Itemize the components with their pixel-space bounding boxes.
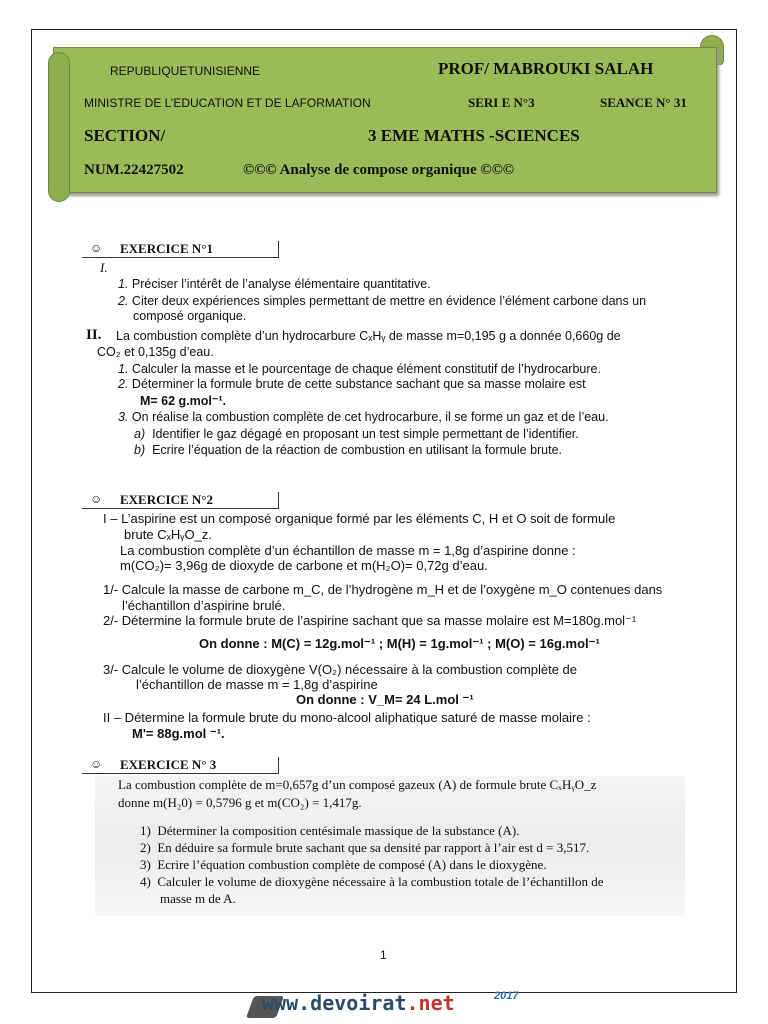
ex2-q1-cont: l’échantillon d’aspirine brulé.	[122, 598, 286, 613]
ex1-q2: 2. Citer deux expériences simples permettant de mettre en évidence l’élément carbone dans un	[118, 294, 647, 308]
ex3-intro: La combustion complète de m=0,657g d’un composé gazeux (A) de formule brute CₓHᵧO_z	[118, 777, 597, 792]
smiley-icon: ☺	[90, 492, 103, 506]
ex1-s3b: b) Ecrire l’équation de la réaction de combustion en utilisant la formule brute.	[134, 443, 563, 457]
ex1-s3a: a) Identifier le gaz dégagé en proposant un test simple permettant de l’identifier.	[134, 427, 579, 441]
ex2-given-masses: On donne : M(C) = 12g.mol⁻¹ ; M(H) = 1g.mol⁻¹ ; M(O) = 16g.mol⁻¹	[199, 636, 600, 651]
serie-label: SERI E N°3	[468, 95, 535, 110]
ex3-q4-cont: masse m de A.	[160, 891, 236, 906]
ex2-i-combustion: La combustion complète d’un échantillon de masse m = 1,8g d’aspirine donne :	[120, 543, 576, 558]
ex2-i-intro: I – L’aspirine est un composé organique formé par les éléments C, H et O soit de formule	[103, 511, 616, 526]
ex1-q1: 1. Préciser l’intérêt de l’analyse élémentaire quantitative.	[118, 277, 431, 291]
ex2-q2: 2/- Détermine la formule brute de l’aspirine sachant que sa masse molaire est M=180g.mol⁻¹	[103, 613, 637, 628]
smiley-icon: ☺	[90, 757, 103, 771]
smiley-icon: ☺	[90, 241, 103, 255]
republic-label: REPUBLIQUETUNISIENNE	[110, 64, 261, 78]
num-label: NUM.22427502	[84, 162, 184, 178]
level-label: 3 EME MATHS -SCIENCES	[368, 126, 580, 145]
ex2-q3-cont: l’échantillon de masse m = 1,8g d’aspirine	[136, 677, 378, 692]
ex1-intro-cont: CO₂ et 0,135g d’eau.	[97, 345, 214, 359]
ex1-s1: 1. Calculer la masse et le pourcentage de chaque élément constitutif de l’hydrocarbure.	[118, 362, 601, 376]
ministry-label: MINISTRE DE L’EDUCATION ET DE LAFORMATION	[84, 96, 371, 110]
exercise-3-title: ☺ EXERCICE N° 3	[82, 757, 279, 774]
ex2-ii-cont: M'= 88g.mol ⁻¹.	[132, 726, 225, 741]
site-logo[interactable]: www.devoirat.net	[262, 991, 455, 1015]
ex1-q2-cont: composé organique.	[133, 309, 247, 323]
ex3-intro-cont: donne m(H₂0) = 0,5796 g et m(CO₂) = 1,417g.	[118, 795, 362, 810]
ex1-intro: La combustion complète d’un hydrocarbure CₓHᵧ de masse m=0,195 g a donnée 0,660g de	[116, 329, 621, 343]
seance-label: SEANCE N° 31	[600, 95, 687, 110]
ex3-q4: 4) Calculer le volume de dioxygène nécessaire à la combustion totale de l’échantillon de	[140, 874, 604, 889]
ex3-q3: 3) Ecrire l’équation combustion complète de composé (A) dans le dioxygène.	[140, 857, 547, 872]
page-number: 1	[380, 948, 387, 962]
ex1-s3: 3. On réalise la combustion complète de cet hydrocarbure, il se forme un gaz et de l’eau.	[118, 410, 609, 424]
section-label: SECTION/	[84, 126, 166, 145]
ex2-i-results: m(CO₂)= 3,96g de dioxyde de carbone et m(H₂O)= 0,72g d’eau.	[120, 558, 488, 573]
doc-title: ©©© Analyse de compose organique ©©©	[243, 162, 514, 178]
year-label: 2017	[494, 990, 519, 1002]
ex2-q3: 3/- Calcule le volume de dioxygène V(O₂) nécessaire à la combustion complète de	[103, 662, 578, 677]
exercise-2-title: ☺ EXERCICE N°2	[82, 492, 279, 509]
scroll-curl-left	[48, 52, 70, 202]
ex3-q2: 2) En déduire sa formule brute sachant que sa densité par rapport à l’air est d = 3,517.	[140, 840, 590, 855]
prof-name: PROF/ MABROUKI SALAH	[438, 59, 654, 78]
part-2-label: II.	[86, 327, 102, 343]
ex1-s2-cont: M= 62 g.mol⁻¹.	[140, 394, 227, 408]
ex2-q1: 1/- Calcule la masse de carbone m_C, de l’hydrogène m_H et de l’oxygène m_O contenues dans	[103, 582, 663, 597]
ex3-q1: 1) Déterminer la composition centésimale massique de la substance (A).	[140, 823, 520, 838]
ex1-s2: 2. Déterminer la formule brute de cette substance sachant que sa masse molaire est	[118, 377, 586, 391]
part-1-label: I.	[100, 260, 108, 275]
ex2-ii: II – Détermine la formule brute du mono-alcool aliphatique saturé de masse molaire :	[103, 710, 591, 725]
ex2-given-vm: On donne : V_M= 24 L.mol ⁻¹	[296, 692, 474, 707]
ex2-i-formula: brute CₓHᵧO_z.	[124, 527, 212, 542]
exercise-1-title: ☺ EXERCICE N°1	[82, 241, 279, 258]
